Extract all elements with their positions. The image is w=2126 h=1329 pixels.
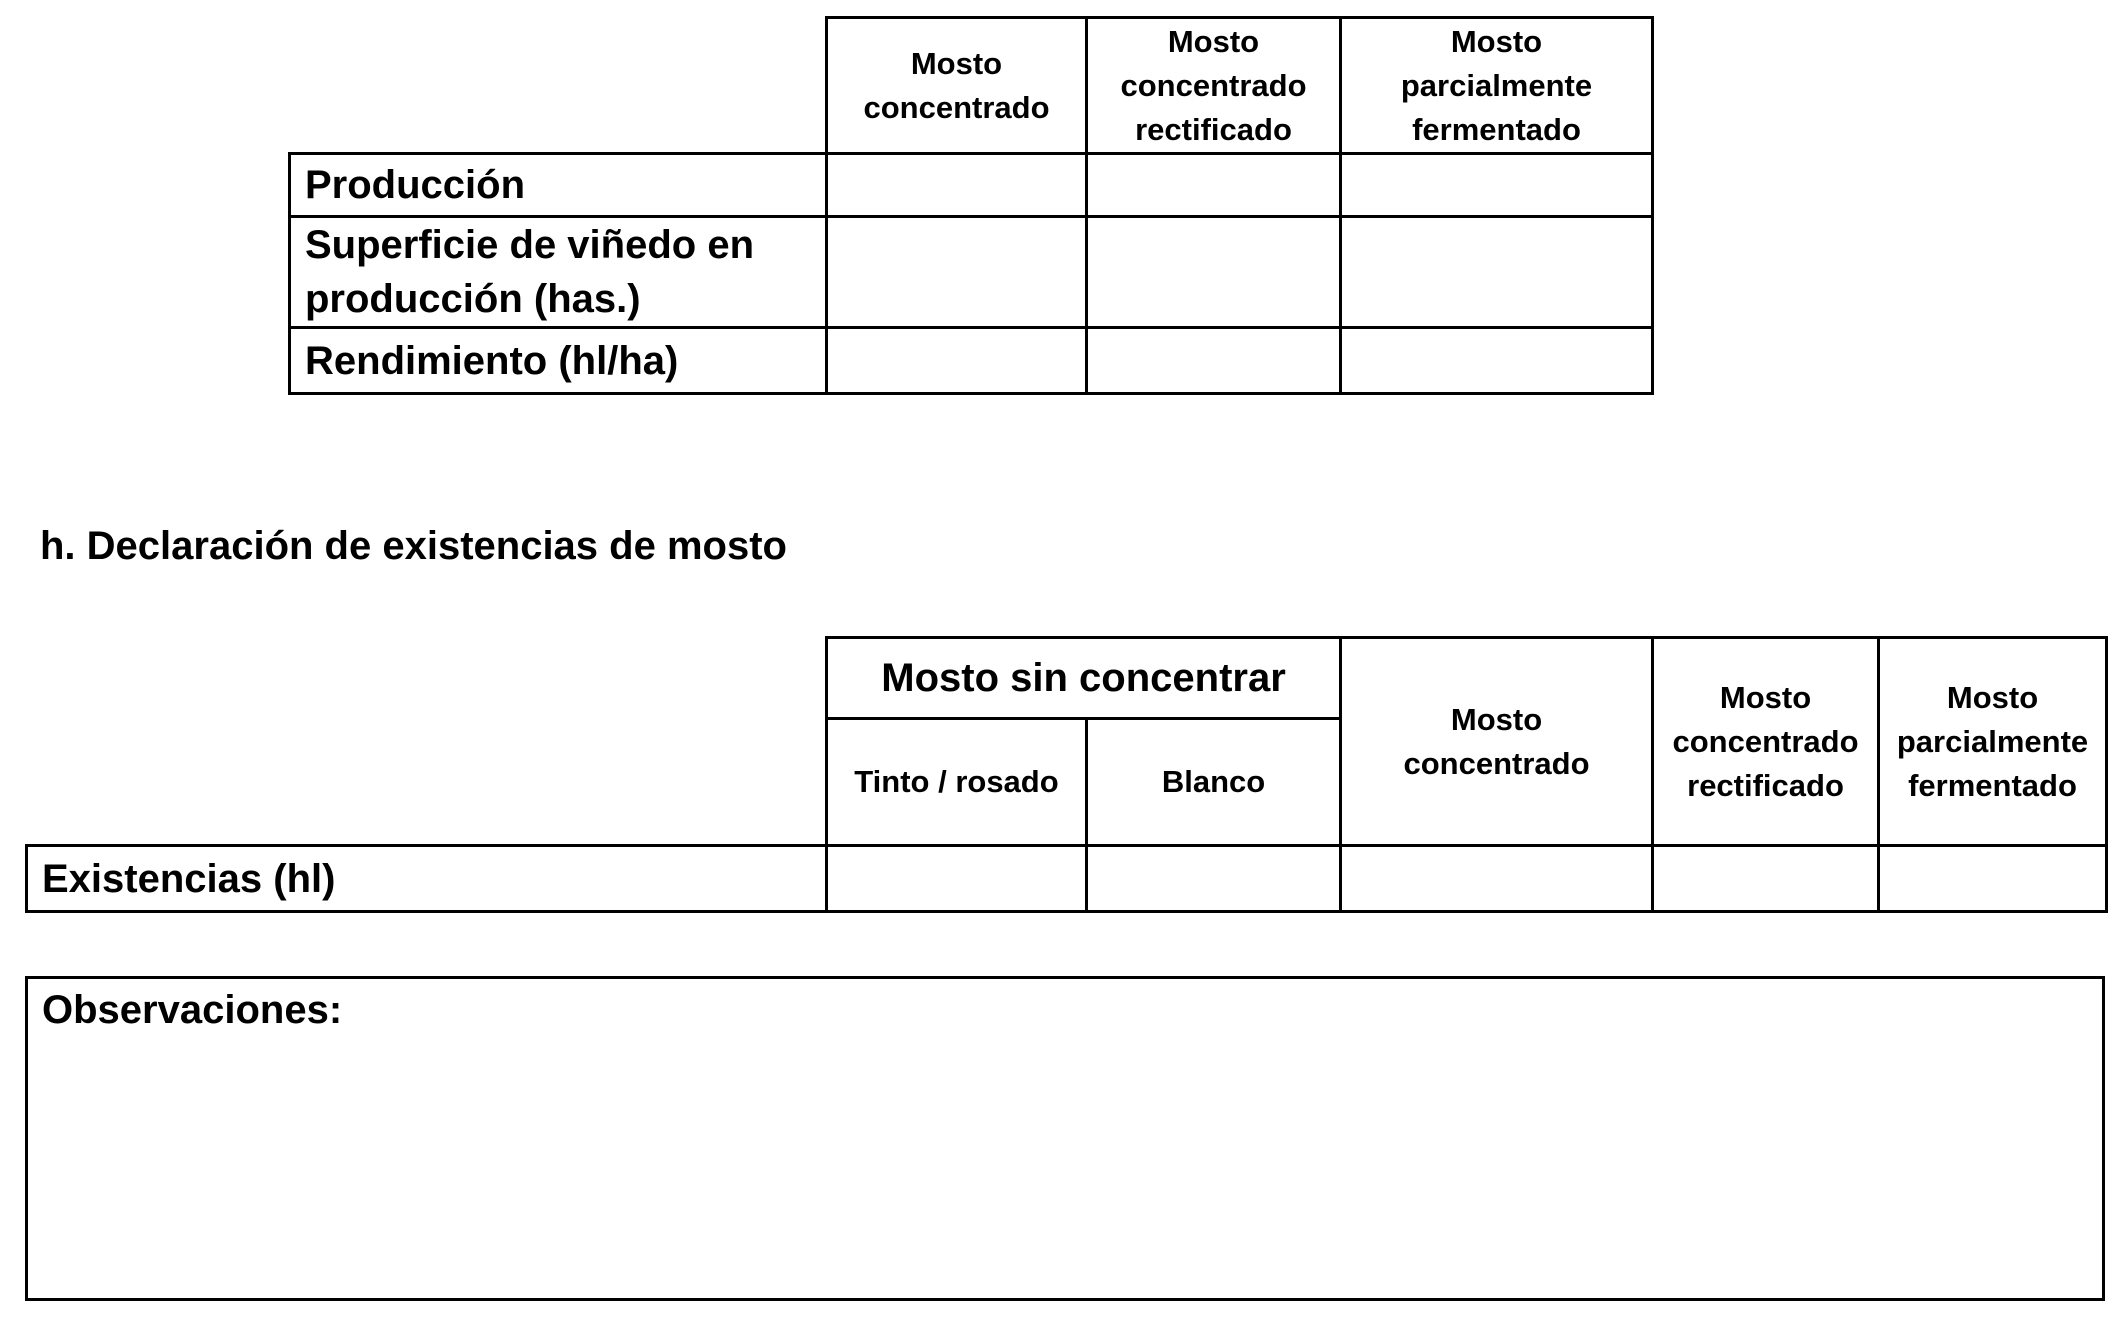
- header-mosto-concentrado: Mosto concentrado: [1341, 638, 1653, 846]
- rendimiento-mosto-fermentado-cell[interactable]: [1341, 328, 1653, 394]
- existencias-mosto-concentrado-cell[interactable]: [1341, 846, 1653, 912]
- produccion-mosto-rectificado-input[interactable]: [1088, 169, 1339, 201]
- superficie-mosto-fermentado-input[interactable]: [1342, 256, 1651, 288]
- section-title: h. Declaración de existencias de mosto: [40, 524, 787, 568]
- observaciones-label: Observaciones:: [42, 988, 343, 1032]
- row-label-superficie: Superficie de viñedo en producción (has.): [290, 217, 827, 328]
- row-label-produccion: Producción: [290, 154, 827, 217]
- production-table: [288, 16, 1654, 395]
- produccion-mosto-fermentado-input[interactable]: [1342, 169, 1651, 201]
- observaciones-box[interactable]: [25, 976, 2105, 1301]
- superficie-mosto-concentrado-input[interactable]: [828, 256, 1085, 288]
- existencias-blanco-cell[interactable]: [1087, 846, 1341, 912]
- produccion-mosto-rectificado-cell[interactable]: [1087, 154, 1341, 217]
- observaciones-textarea[interactable]: [42, 1043, 2088, 1284]
- superficie-mosto-concentrado-cell[interactable]: [827, 217, 1087, 328]
- table-corner-empty: [290, 18, 827, 154]
- rendimiento-mosto-concentrado-cell[interactable]: [827, 328, 1087, 394]
- existencias-tinto-rosado-cell[interactable]: [827, 846, 1087, 912]
- table-corner-empty: [27, 638, 827, 846]
- header-tinto-rosado: Tinto / rosado: [827, 719, 1087, 846]
- superficie-mosto-rectificado-cell[interactable]: [1087, 217, 1341, 328]
- produccion-mosto-fermentado-cell[interactable]: [1341, 154, 1653, 217]
- existencias-blanco-input[interactable]: [1088, 863, 1339, 895]
- rendimiento-mosto-rectificado-input[interactable]: [1088, 345, 1339, 377]
- header-blanco: Blanco: [1087, 719, 1341, 846]
- header-mosto-sin-concentrar: Mosto sin concentrar: [827, 638, 1341, 719]
- rendimiento-mosto-concentrado-input[interactable]: [828, 345, 1085, 377]
- existencias-mosto-rectificado-input[interactable]: [1654, 863, 1877, 895]
- existencias-mosto-fermentado-input[interactable]: [1880, 863, 2105, 895]
- existencias-mosto-rectificado-cell[interactable]: [1653, 846, 1879, 912]
- header-mosto-parcialmente-fermentado: Mosto parcialmente fermentado: [1879, 638, 2107, 846]
- existencias-mosto-concentrado-input[interactable]: [1342, 863, 1651, 895]
- existencias-tinto-rosado-input[interactable]: [828, 863, 1085, 895]
- row-label-rendimiento: Rendimiento (hl/ha): [290, 328, 827, 394]
- rendimiento-mosto-fermentado-input[interactable]: [1342, 345, 1651, 377]
- produccion-mosto-concentrado-input[interactable]: [828, 169, 1085, 201]
- row-label-existencias: Existencias (hl): [27, 846, 827, 912]
- superficie-mosto-rectificado-input[interactable]: [1088, 256, 1339, 288]
- superficie-mosto-fermentado-cell[interactable]: [1341, 217, 1653, 328]
- existencias-mosto-fermentado-cell[interactable]: [1879, 846, 2107, 912]
- header-mosto-concentrado-rectificado: Mosto concentrado rectificado: [1087, 18, 1341, 154]
- rendimiento-mosto-rectificado-cell[interactable]: [1087, 328, 1341, 394]
- header-mosto-parcialmente-fermentado: Mosto parcialmente fermentado: [1341, 18, 1653, 154]
- produccion-mosto-concentrado-cell[interactable]: [827, 154, 1087, 217]
- header-mosto-concentrado-rectificado: Mosto concentrado rectificado: [1653, 638, 1879, 846]
- existencias-table: [25, 636, 2108, 913]
- header-mosto-concentrado: Mosto concentrado: [827, 18, 1087, 154]
